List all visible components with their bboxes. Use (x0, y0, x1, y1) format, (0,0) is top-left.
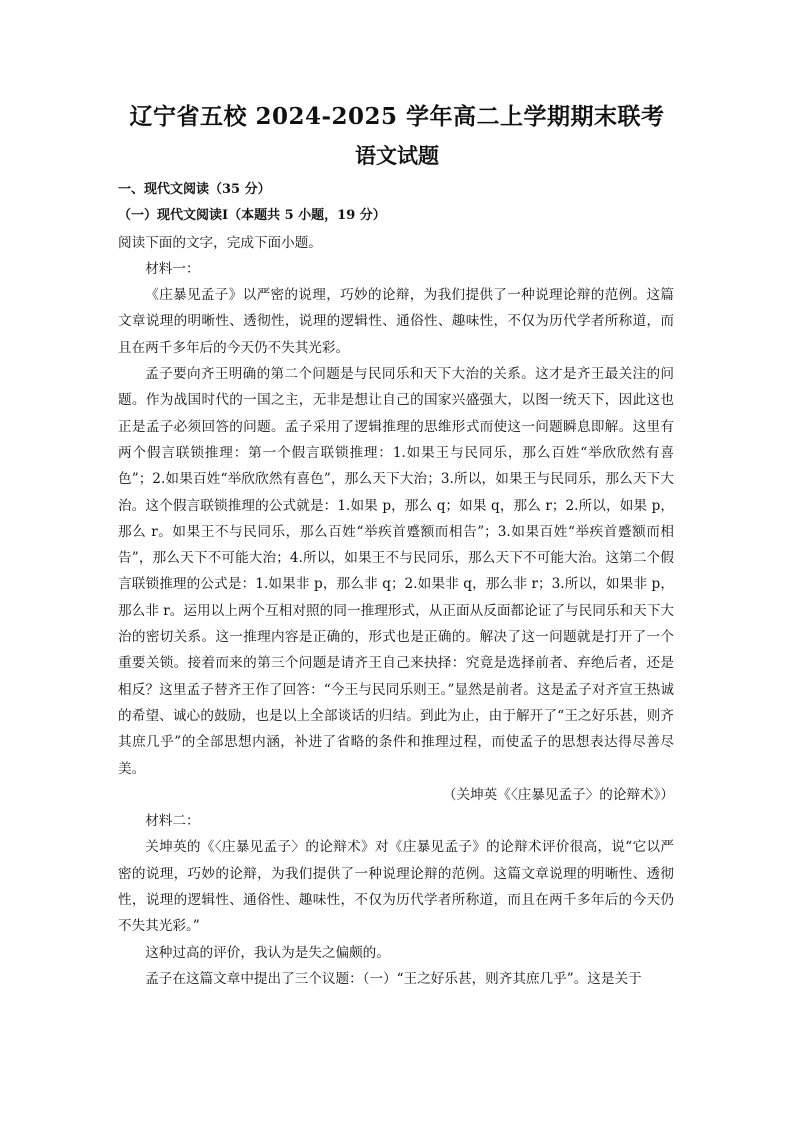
material-two-label: 材料二： (145, 813, 200, 830)
material-one-paragraph: 《庄暴见孟子》以严密的说理，巧妙的论辩，为我们提供了一种说理论辩的范例。这篇文章说理的明晰性、透彻性，说理的逻辑性、通俗性、趣味性，不仅为历代学者所称道，而且在两千多年后的今天仍不失其光彩。 (118, 287, 674, 356)
document-title: 辽宁省五校 2024-2025 学年高二上学期期末联考 (129, 103, 665, 130)
material-one-label: 材料一： (145, 260, 200, 277)
material-one-citation: （关坤英《〈庄暴见孟子〉的论辩术》） (442, 786, 674, 803)
material-two-paragraph: 这种过高的评价，我认为是失之偏颇的。 (145, 944, 390, 961)
document-body (118, 177, 674, 992)
material-two-paragraph: 关坤英的《〈庄暴见孟子〉的论辩术》对《庄暴见孟子》的论辩术评价很高，说“它以严密的说理，巧妙的论辩，为我们提供了一种说理论辩的范例。这篇文章说理的明晰性、透彻性，说理的逻辑性、通俗性、趣味性，不仅为历代学者所称道，而且在两千多年后的今天仍不失其光彩。” (118, 839, 674, 935)
material-one-paragraph: 孟子要向齐王明确的第二个问题是与民同乐和天下大治的关系。这才是齐王最关注的问题。作为战国时代的一国之主，无非是想让自己的国家兴盛强大，以图一统天下，因此这也正是孟子必须回答的问题。孟子采用了逻辑推理的思维形式而使这一问题瞬息即解。这里有两个假言联锁推理：第一个假言联锁推理：1.如果王与民同乐，那么百姓“举欣欣然有喜色”；2.如果百姓“举欣欣然有喜色”，那么天下大治；3.所以，如果王与民同乐，那么天下大治。这个假言联锁推理的公式就是：1.如果 p，那么 q；如果 q，那么 r；2.所以，如果 p，那么 r。如果王不与民同乐，那么百姓“举疾首蹙额而相告”；3.如果百姓“举疾首蹙额而相告”，那么天下不可能大治；4.所以，如果王不与民同乐，那么天下不可能大治。这第二个假言联锁推理的公式是：1.如果非 p，那么非 q；2.如果非 q，那么非 r；3.所以，如果非 p，那么非 r。运用以上两个互相对照的同一推理形式，从正面从反面都论证了与民同乐和天下大治的密切关系。这一推理内容是正确的，形式也是正确的。解决了这一问题就是打开了一个重要关锁。接着而来的第三个问题是请齐王自己来抉择：究竟是选择前者、弃绝后者，还是相反？这里孟子替齐王作了回答：“今王与民同乐则王。”显然是前者。这是孟子对齐宣王热诚的希望、诚心的鼓励，也是以上全部谈话的归结。到此为止，由于解开了“王之好乐甚，则齐其庶几乎”的全部思想内涵，补进了省略的条件和推理过程，而使孟子的思想表达得尽善尽美。 (118, 366, 674, 777)
instruction-text: 阅读下面的文字，完成下面小题。 (118, 234, 322, 251)
document-subtitle: 语文试题 (355, 143, 439, 168)
subsection-heading: （一）现代文阅读Ⅰ（本题共 5 小题，19 分） (118, 208, 386, 224)
material-two-paragraph: 孟子在这篇文章中提出了三个议题：（一）“王之好乐甚，则齐其庶几乎”。这是关于 (145, 970, 642, 987)
section-heading: 一、现代文阅读（35 分） (118, 182, 271, 197)
